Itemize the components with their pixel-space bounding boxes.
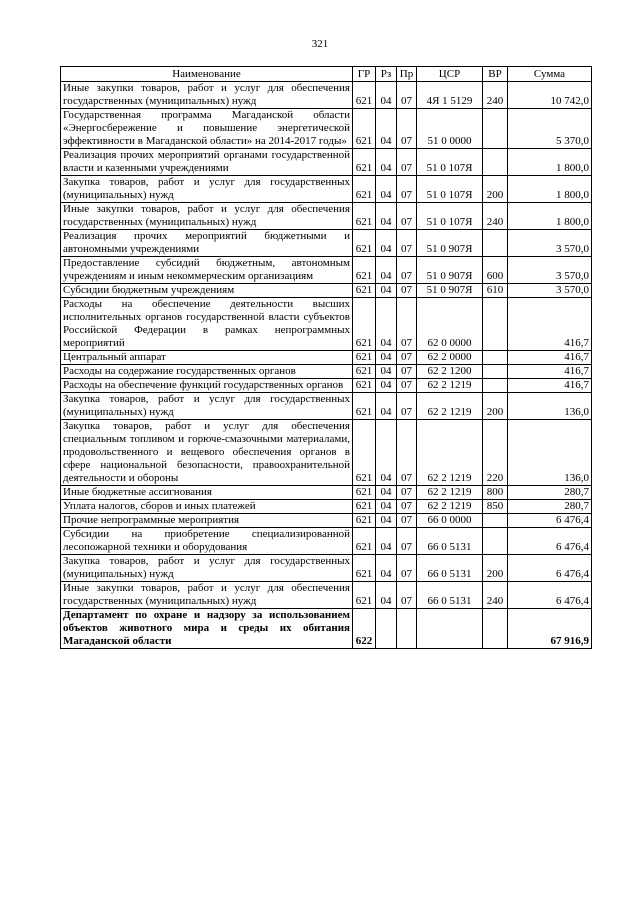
cell-pr: 07 <box>397 365 417 379</box>
cell-name: Субсидии на приобретение специализированной лесопожарной техники и оборудования <box>61 528 353 555</box>
cell-pr: 07 <box>397 379 417 393</box>
cell-name: Иные закупки товаров, работ и услуг для обеспечения государственных (муниципальных) нужд <box>61 203 353 230</box>
cell-vr: 200 <box>483 176 508 203</box>
cell-pr: 07 <box>397 203 417 230</box>
cell-pr: 07 <box>397 230 417 257</box>
cell-gr: 621 <box>353 203 376 230</box>
cell-gr: 621 <box>353 149 376 176</box>
cell-csr: 51 0 0000 <box>417 109 483 149</box>
table-row <box>61 230 592 257</box>
cell-gr: 621 <box>353 351 376 365</box>
cell-sum: 416,7 <box>508 379 592 393</box>
cell-csr: 62 2 1219 <box>417 420 483 486</box>
cell-vr <box>483 109 508 149</box>
cell-vr: 240 <box>483 203 508 230</box>
cell-rz: 04 <box>376 528 397 555</box>
cell-name: Расходы на обеспечение функций государственных органов <box>61 379 353 393</box>
header-gr: ГР <box>353 67 376 82</box>
cell-pr <box>397 609 417 649</box>
cell-sum: 5 370,0 <box>508 109 592 149</box>
table-row <box>61 176 592 203</box>
cell-rz: 04 <box>376 109 397 149</box>
cell-rz: 04 <box>376 582 397 609</box>
cell-rz: 04 <box>376 284 397 298</box>
cell-vr: 800 <box>483 486 508 500</box>
cell-name: Иные закупки товаров, работ и услуг для обеспечения государственных (муниципальных) нужд <box>61 82 353 109</box>
cell-pr: 07 <box>397 420 417 486</box>
cell-name: Иные бюджетные ассигнования <box>61 486 353 500</box>
table-row <box>61 486 592 500</box>
cell-sum: 136,0 <box>508 393 592 420</box>
cell-csr: 51 0 907Я <box>417 284 483 298</box>
cell-name: Уплата налогов, сборов и иных платежей <box>61 500 353 514</box>
cell-csr: 66 0 5131 <box>417 582 483 609</box>
cell-csr: 51 0 107Я <box>417 149 483 176</box>
cell-vr <box>483 379 508 393</box>
cell-sum: 416,7 <box>508 298 592 351</box>
cell-gr: 621 <box>353 230 376 257</box>
cell-sum: 1 800,0 <box>508 203 592 230</box>
cell-sum: 280,7 <box>508 486 592 500</box>
cell-vr <box>483 351 508 365</box>
cell-rz: 04 <box>376 393 397 420</box>
table-row <box>61 514 592 528</box>
table-row <box>61 109 592 149</box>
cell-gr: 622 <box>353 609 376 649</box>
cell-rz: 04 <box>376 420 397 486</box>
cell-name: Центральный аппарат <box>61 351 353 365</box>
table-row <box>61 257 592 284</box>
cell-vr: 600 <box>483 257 508 284</box>
cell-pr: 07 <box>397 149 417 176</box>
cell-vr <box>483 298 508 351</box>
cell-vr <box>483 609 508 649</box>
cell-rz: 04 <box>376 176 397 203</box>
header-rz: Рз <box>376 67 397 82</box>
cell-sum: 3 570,0 <box>508 284 592 298</box>
cell-rz: 04 <box>376 203 397 230</box>
cell-pr: 07 <box>397 109 417 149</box>
cell-sum: 67 916,9 <box>508 609 592 649</box>
cell-csr: 62 2 1219 <box>417 379 483 393</box>
cell-gr: 621 <box>353 365 376 379</box>
cell-sum: 6 476,4 <box>508 514 592 528</box>
cell-vr: 240 <box>483 82 508 109</box>
cell-name: Предоставление субсидий бюджетным, автономным учреждениям и иным некоммерческим организациям <box>61 257 353 284</box>
cell-vr: 220 <box>483 420 508 486</box>
cell-csr: 62 2 0000 <box>417 351 483 365</box>
page-number: 321 <box>311 38 329 50</box>
cell-sum: 1 800,0 <box>508 149 592 176</box>
cell-csr: 51 0 907Я <box>417 230 483 257</box>
cell-sum: 416,7 <box>508 365 592 379</box>
cell-pr: 07 <box>397 351 417 365</box>
cell-name: Субсидии бюджетным учреждениям <box>61 284 353 298</box>
table-row <box>61 393 592 420</box>
cell-vr: 200 <box>483 393 508 420</box>
cell-csr: 62 2 1219 <box>417 486 483 500</box>
header-csr: ЦСР <box>417 67 483 82</box>
cell-gr: 621 <box>353 528 376 555</box>
cell-rz: 04 <box>376 379 397 393</box>
table-row <box>61 582 592 609</box>
cell-rz: 04 <box>376 514 397 528</box>
cell-gr: 621 <box>353 257 376 284</box>
cell-gr: 621 <box>353 555 376 582</box>
header-vr: ВР <box>483 67 508 82</box>
cell-pr: 07 <box>397 298 417 351</box>
cell-pr: 07 <box>397 514 417 528</box>
cell-rz <box>376 609 397 649</box>
cell-sum: 416,7 <box>508 351 592 365</box>
cell-name: Реализация прочих мероприятий органами государственной власти и казенными учреждениями <box>61 149 353 176</box>
cell-name: Департамент по охране и надзору за использованием объектов животного мира и среды их обитания Магаданской области <box>61 609 353 649</box>
cell-rz: 04 <box>376 500 397 514</box>
cell-pr: 07 <box>397 176 417 203</box>
cell-rz: 04 <box>376 351 397 365</box>
cell-name: Иные закупки товаров, работ и услуг для обеспечения государственных (муниципальных) нужд <box>61 582 353 609</box>
cell-sum: 136,0 <box>508 420 592 486</box>
cell-name: Расходы на обеспечение деятельности высших исполнительных органов государственной власти субъектов Российской Федерации в рамках непрограммных мероприятий <box>61 298 353 351</box>
cell-pr: 07 <box>397 257 417 284</box>
cell-csr: 51 0 107Я <box>417 176 483 203</box>
table-row <box>61 203 592 230</box>
cell-csr: 66 0 5131 <box>417 528 483 555</box>
cell-rz: 04 <box>376 365 397 379</box>
header-sum: Сумма <box>508 67 592 82</box>
cell-rz: 04 <box>376 82 397 109</box>
table-row <box>61 284 592 298</box>
cell-gr: 621 <box>353 420 376 486</box>
cell-name: Прочие непрограммные мероприятия <box>61 514 353 528</box>
cell-name: Закупка товаров, работ и услуг для государственных (муниципальных) нужд <box>61 176 353 203</box>
cell-gr: 621 <box>353 379 376 393</box>
cell-pr: 07 <box>397 393 417 420</box>
cell-csr <box>417 609 483 649</box>
cell-rz: 04 <box>376 486 397 500</box>
cell-pr: 07 <box>397 486 417 500</box>
header-name: Наименование <box>61 67 353 82</box>
cell-name: Государственная программа Магаданской области «Энергосбережение и повышение энергетической эффективности в Магаданской области» на 2014-2017 годы» <box>61 109 353 149</box>
cell-vr <box>483 365 508 379</box>
cell-vr <box>483 230 508 257</box>
cell-csr: 62 2 1219 <box>417 500 483 514</box>
table-row <box>61 555 592 582</box>
table-row <box>61 298 592 351</box>
cell-gr: 621 <box>353 109 376 149</box>
cell-rz: 04 <box>376 257 397 284</box>
table-row <box>61 528 592 555</box>
cell-csr: 51 0 907Я <box>417 257 483 284</box>
table-row <box>61 500 592 514</box>
table-header-row <box>61 67 592 82</box>
cell-sum: 3 570,0 <box>508 257 592 284</box>
table-row <box>61 609 592 649</box>
table-body <box>61 82 592 649</box>
cell-gr: 621 <box>353 393 376 420</box>
cell-rz: 04 <box>376 298 397 351</box>
cell-gr: 621 <box>353 486 376 500</box>
cell-gr: 621 <box>353 500 376 514</box>
header-pr: Пр <box>397 67 417 82</box>
cell-sum: 6 476,4 <box>508 528 592 555</box>
cell-vr: 610 <box>483 284 508 298</box>
cell-gr: 621 <box>353 298 376 351</box>
cell-csr: 62 2 1200 <box>417 365 483 379</box>
cell-sum: 6 476,4 <box>508 555 592 582</box>
cell-name: Закупка товаров, работ и услуг для государственных (муниципальных) нужд <box>61 555 353 582</box>
cell-pr: 07 <box>397 528 417 555</box>
cell-vr: 200 <box>483 555 508 582</box>
table-row <box>61 365 592 379</box>
table-row <box>61 420 592 486</box>
cell-csr: 51 0 107Я <box>417 203 483 230</box>
cell-name: Реализация прочих мероприятий бюджетными и автономными учреждениями <box>61 230 353 257</box>
cell-gr: 621 <box>353 582 376 609</box>
cell-gr: 621 <box>353 82 376 109</box>
cell-pr: 07 <box>397 500 417 514</box>
cell-name: Закупка товаров, работ и услуг для государственных (муниципальных) нужд <box>61 393 353 420</box>
cell-vr <box>483 149 508 176</box>
cell-pr: 07 <box>397 555 417 582</box>
cell-pr: 07 <box>397 284 417 298</box>
cell-csr: 66 0 0000 <box>417 514 483 528</box>
cell-sum: 280,7 <box>508 500 592 514</box>
cell-csr: 62 0 0000 <box>417 298 483 351</box>
cell-csr: 62 2 1219 <box>417 393 483 420</box>
cell-pr: 07 <box>397 82 417 109</box>
table-row <box>61 379 592 393</box>
cell-name: Расходы на содержание государственных органов <box>61 365 353 379</box>
cell-rz: 04 <box>376 230 397 257</box>
cell-vr <box>483 514 508 528</box>
cell-csr: 66 0 5131 <box>417 555 483 582</box>
table-row <box>61 82 592 109</box>
table-row <box>61 351 592 365</box>
cell-gr: 621 <box>353 514 376 528</box>
cell-vr <box>483 528 508 555</box>
cell-sum: 6 476,4 <box>508 582 592 609</box>
cell-sum: 3 570,0 <box>508 230 592 257</box>
cell-rz: 04 <box>376 149 397 176</box>
cell-vr: 850 <box>483 500 508 514</box>
cell-csr: 4Я 1 5129 <box>417 82 483 109</box>
cell-sum: 10 742,0 <box>508 82 592 109</box>
budget-table <box>60 66 592 649</box>
cell-gr: 621 <box>353 176 376 203</box>
table-row <box>61 149 592 176</box>
cell-gr: 621 <box>353 284 376 298</box>
cell-sum: 1 800,0 <box>508 176 592 203</box>
cell-rz: 04 <box>376 555 397 582</box>
cell-vr: 240 <box>483 582 508 609</box>
cell-name: Закупка товаров, работ и услуг для обеспечения специальным топливом и горюче-смазочными материалами, продовольственного и вещевого обеспечения органов в сфере национальной безопасности, правоохранительной деятельности и обороны <box>61 420 353 486</box>
cell-pr: 07 <box>397 582 417 609</box>
